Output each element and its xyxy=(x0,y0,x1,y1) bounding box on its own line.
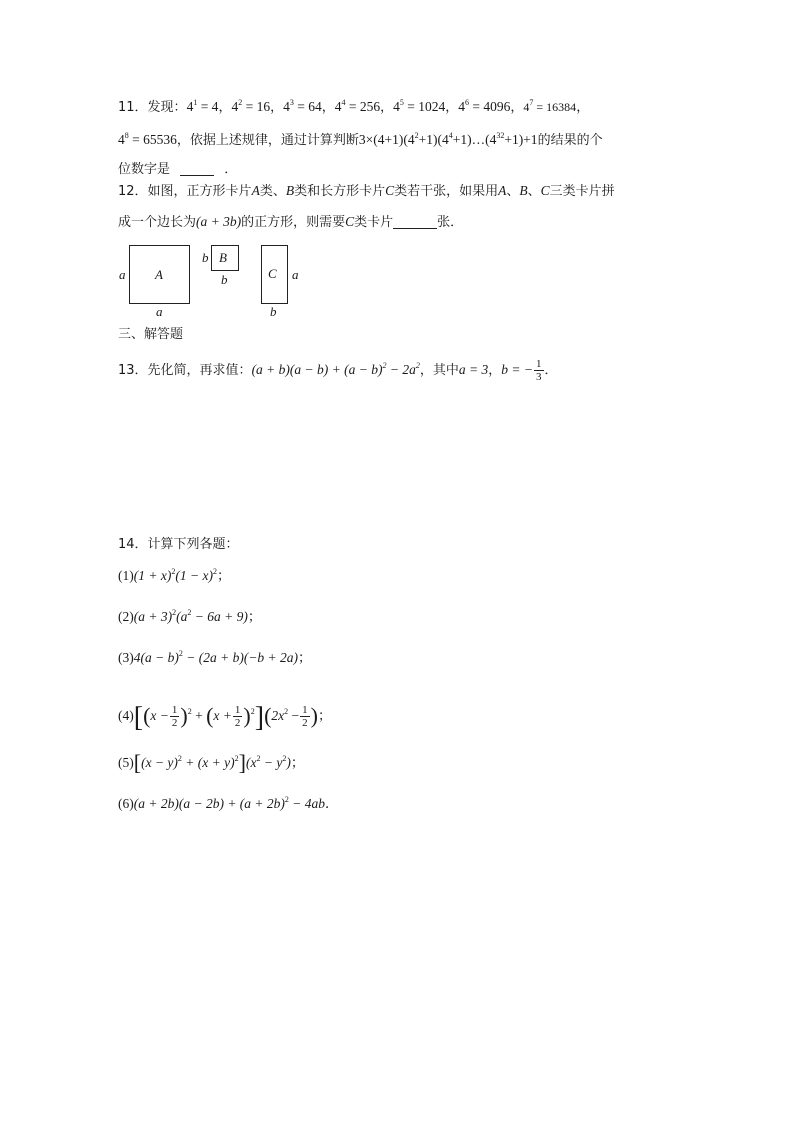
q11-answer-blank[interactable] xyxy=(180,161,214,176)
q12-text-3: 类和长方形卡片 xyxy=(294,184,386,199)
q14-item-6: $(6)(a + 2b)(a - 2b) + (a + 2b)^2 - 4ab$． xyxy=(118,795,339,811)
card-c-bottom-label: b xyxy=(270,304,277,319)
q13-expression: $(a + b)(a - b) + (a - b)^2 - 2a^2$ xyxy=(251,361,420,377)
card-c-label: C xyxy=(268,266,277,281)
q12-text-2: 类、 xyxy=(259,184,286,199)
q12-text-7: 成一个边长为 xyxy=(118,215,197,230)
q11-eq-3: $4^3 = 64$ xyxy=(283,98,322,114)
q11-tail: 的结果的个 xyxy=(537,133,603,148)
q11-eq-7: $4^7 = 16384$ xyxy=(523,98,577,114)
q12-line-1: 12．如图，正方形卡片A类、B类和长方形卡片C类若干张，如果用A、B、C三类卡片拼 xyxy=(118,183,615,199)
q13-number: 13． xyxy=(118,363,148,378)
q14-item-5: $(5)[(x - y)^2 + (x + y)^2](x^2 - y^2)$； xyxy=(118,750,305,775)
q12-var-a: A xyxy=(251,183,260,198)
q12-line-2: 成一个边长为(a + 3b)的正方形，则需要C类卡片 张． xyxy=(118,214,464,230)
q11-end: ． xyxy=(224,162,238,177)
q12-text-4: 类若干张，如果用 xyxy=(394,184,499,199)
q11-line-3-text: 位数字是 xyxy=(118,162,171,177)
q12-text-9: 类卡片 xyxy=(354,215,394,230)
q11-intro: 发现： xyxy=(147,100,187,115)
q11-eq-1: $4^1 = 4$ xyxy=(186,98,219,114)
q11-eq-4: $4^4 = 256$ xyxy=(334,98,381,114)
q14-heading xyxy=(118,535,239,555)
q11-line-2 xyxy=(118,130,603,151)
card-b-bottom-label: b xyxy=(221,272,228,287)
q12-answer-blank[interactable] xyxy=(393,214,437,229)
card-a-side-label: a xyxy=(119,267,126,282)
card-a-bottom-label: a xyxy=(156,304,163,319)
section-3-heading: 三、解答题 xyxy=(118,327,184,342)
q11-number: 11． xyxy=(118,100,148,115)
q12-side-length: (a + 3b) xyxy=(196,214,242,229)
card-a-label: A xyxy=(155,267,163,282)
q11-line-1: 11．发现：$4^1 = 4$，$4^2 = 16$，$4^3 = 64$，$4^4 = 256$，$4^5 = 1024$，$4^6 = 4096$，$4^7 = 16384$， xyxy=(118,98,590,115)
q12-text-10: 张． xyxy=(437,215,464,230)
q11-eq-6: $4^6 = 4096$ xyxy=(458,98,511,114)
q11-line-3 xyxy=(118,160,237,180)
q14-title: 计算下列各题： xyxy=(147,537,239,552)
q12-text-1: 如图，正方形卡片 xyxy=(147,184,252,199)
q11-expression: $3\times(4+1)(4^2+1)(4^4+1)\dots(4^{32}+1)+1$ xyxy=(358,131,538,147)
q14-item-3: $(3)4(a - b)^2 - (2a + b)(-b + 2a)$； xyxy=(118,649,312,665)
q14-item-4: (4)[(x − $\frac{1}{2}$ )$^2$ + (x + $\frac{1}{2}$ )$^2](2x^2$ − $\frac{1}{2}$ )； xyxy=(118,702,332,733)
q13-b-value: b = − xyxy=(501,362,533,377)
q14-item-1: $(1)(1 + x)^2(1 - x)^2$； xyxy=(118,567,231,583)
q12-var-c: C xyxy=(385,183,395,198)
q14-item-2: $(2)(a + 3)^2(a^2 - 6a + 9)$； xyxy=(118,608,262,624)
q11-eq-2: $4^2 = 16$ xyxy=(231,98,271,114)
card-b-label: B xyxy=(219,250,227,265)
q13-text-1: 先化简，再求值： xyxy=(147,363,252,378)
card-b-side-label: b xyxy=(202,250,209,265)
q12-number: 12． xyxy=(118,184,148,199)
q11-eq-5: $4^5 = 1024$ xyxy=(393,98,446,114)
q13-fraction: $\frac{1}{3}$ xyxy=(536,358,542,383)
q12-text-8: 的正方形，则需要 xyxy=(241,215,346,230)
q13-a-value: a = 3 xyxy=(458,362,489,377)
q12-text-6: 三类卡片拼 xyxy=(549,184,615,199)
q14-number: 14． xyxy=(118,537,148,552)
q11-mid-text: ，依据上述规律，通过计算判断 xyxy=(176,133,359,148)
q12-var-b: B xyxy=(285,183,295,198)
q13-line: 13．先化简，再求值：$(a + b)(a - b) + (a - b)^2 - 2a^2$，其中a = 3，b = − $\frac{1}{3}$ ． xyxy=(118,358,558,383)
card-c-side-label: a xyxy=(292,267,299,282)
q13-text-2: ，其中 xyxy=(419,363,459,378)
q11-eq-8: $4^8 = 65536$ xyxy=(118,131,177,147)
